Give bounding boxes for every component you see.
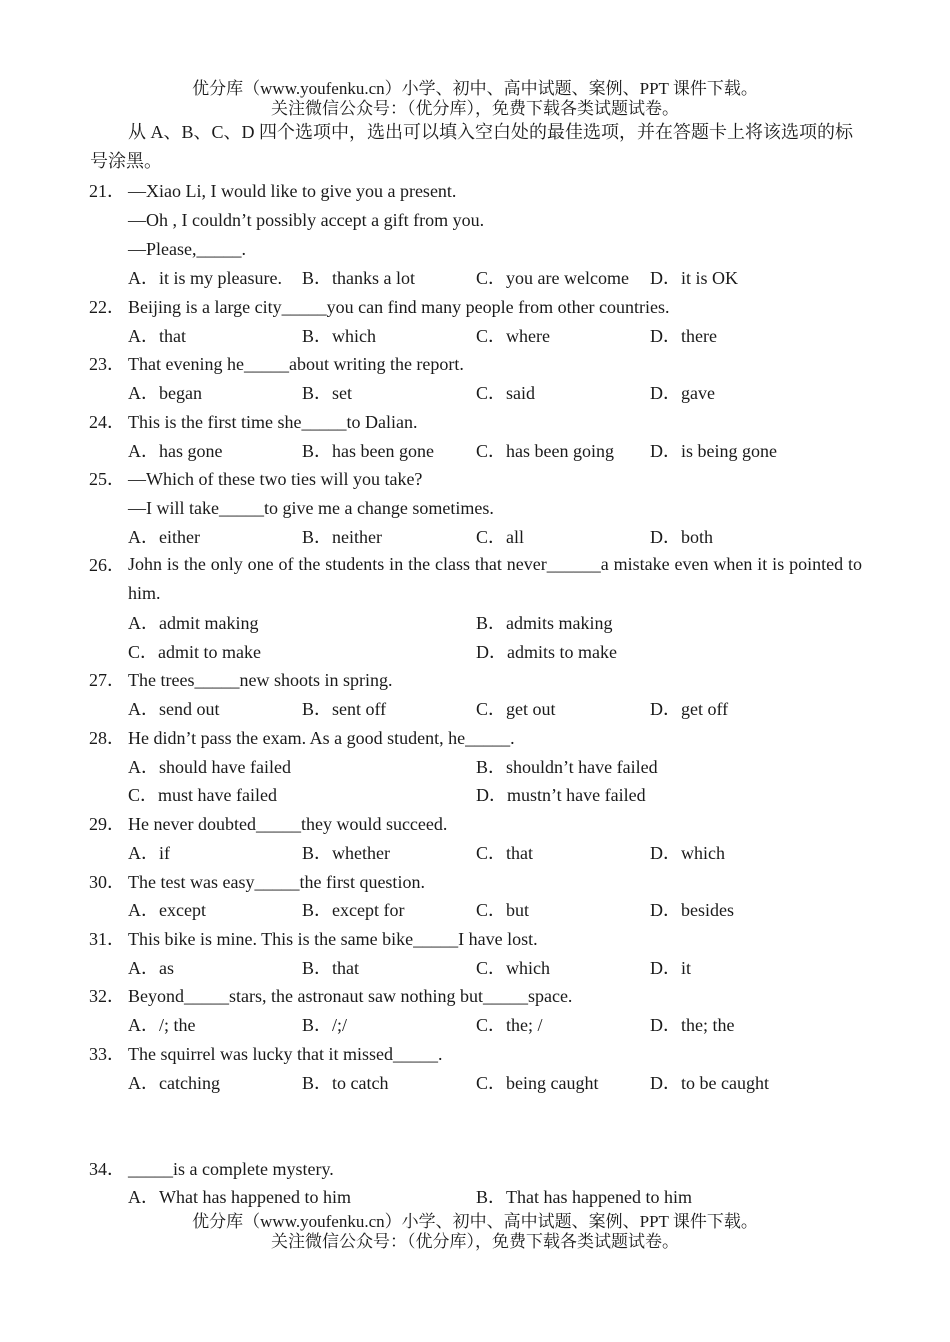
option-d: D．which bbox=[650, 843, 725, 863]
site-footer-line-2: 关注微信公众号：（优分库），免费下载各类试题试卷。 bbox=[271, 1232, 679, 1251]
question-number: 21． bbox=[89, 181, 125, 201]
option-b: B．has been gone bbox=[302, 441, 434, 461]
option-a: A．has gone bbox=[128, 441, 223, 461]
option-b: B．that bbox=[302, 958, 359, 978]
option-d: D．is being gone bbox=[650, 441, 777, 461]
question-number: 30． bbox=[89, 872, 125, 892]
option-c: C．you are welcome bbox=[476, 268, 629, 288]
option-d: D．it is OK bbox=[650, 268, 739, 288]
site-header-line-2: 关注微信公众号：（优分库），免费下载各类试题试卷。 bbox=[271, 99, 679, 118]
question-number: 34． bbox=[89, 1159, 125, 1179]
option-b: B．admits making bbox=[476, 613, 613, 633]
option-b: B．except for bbox=[302, 900, 405, 920]
option-b: B．whether bbox=[302, 843, 390, 863]
question-number: 24． bbox=[89, 412, 125, 432]
option-c: C．has been going bbox=[476, 441, 614, 461]
option-d: D．it bbox=[650, 958, 692, 978]
option-d: D．mustn’t have failed bbox=[476, 785, 646, 805]
question-line: —I will take_____to give me a change sometimes. bbox=[128, 498, 494, 518]
option-a: A．either bbox=[128, 527, 200, 547]
option-c: C．get out bbox=[476, 699, 556, 719]
option-c: C．all bbox=[476, 527, 524, 547]
question-number: 33． bbox=[89, 1044, 125, 1064]
option-d: D．the; the bbox=[650, 1015, 735, 1035]
question-line: —Oh , I couldn’t possibly accept a gift from you. bbox=[128, 210, 485, 230]
option-b: B．That has happened to him bbox=[476, 1187, 692, 1207]
option-d: D．gave bbox=[650, 383, 715, 403]
question-number: 32． bbox=[89, 986, 125, 1006]
question-stem: The trees_____new shoots in spring. bbox=[128, 670, 393, 690]
question-stem: That evening he_____about writing the report. bbox=[128, 354, 464, 374]
question-number: 22． bbox=[89, 297, 125, 317]
option-a: A．that bbox=[128, 326, 186, 346]
option-c: C．admit to make bbox=[128, 642, 261, 662]
option-a: A．began bbox=[128, 383, 202, 403]
option-c: C．must have failed bbox=[128, 785, 277, 805]
question-number: 23． bbox=[89, 354, 125, 374]
option-a: A．as bbox=[128, 958, 174, 978]
question-line: —Please,_____. bbox=[128, 239, 246, 259]
question-stem: This bike is mine. This is the same bike_____I have lost. bbox=[128, 929, 538, 949]
question-number: 26． bbox=[89, 555, 125, 575]
question-number: 27． bbox=[89, 670, 125, 690]
option-b: B．shouldn’t have failed bbox=[476, 757, 658, 777]
option-c: C．said bbox=[476, 383, 536, 403]
question-stem: The test was easy_____the first question. bbox=[128, 872, 425, 892]
question-stem: He never doubted_____they would succeed. bbox=[128, 814, 448, 834]
question-stem: He didn’t pass the exam. As a good student, he_____. bbox=[128, 728, 515, 748]
question-number: 25． bbox=[89, 469, 125, 489]
question-number: 31． bbox=[89, 929, 125, 949]
site-header-line-1: 优分库（www.youfenku.cn）小学、初中、高中试题、案例、PPT 课件下载。 bbox=[192, 79, 758, 98]
question-stem: _____is a complete mystery. bbox=[128, 1159, 334, 1179]
option-d: D．both bbox=[650, 527, 713, 547]
question-stem: The squirrel was lucky that it missed_____. bbox=[128, 1044, 443, 1064]
question-stem: Beyond_____stars, the astronaut saw nothing but_____space. bbox=[128, 986, 573, 1006]
option-a: A．/; the bbox=[128, 1015, 196, 1035]
question-stem: This is the first time she_____to Dalian. bbox=[128, 412, 418, 432]
option-c: C．the; / bbox=[476, 1015, 543, 1035]
question-stem: John is the only one of the students in the class that never______a mistake even when it is pointed to him. bbox=[128, 554, 862, 603]
option-c: C．where bbox=[476, 326, 550, 346]
option-a: A．send out bbox=[128, 699, 220, 719]
option-b: B．neither bbox=[302, 527, 382, 547]
option-d: D．to be caught bbox=[650, 1073, 769, 1093]
question-line: —Xiao Li, I would like to give you a present. bbox=[128, 181, 457, 201]
option-b: B．thanks a lot bbox=[302, 268, 415, 288]
option-a: A．if bbox=[128, 843, 170, 863]
option-b: B．sent off bbox=[302, 699, 387, 719]
option-c: C．being caught bbox=[476, 1073, 599, 1093]
option-d: D．get off bbox=[650, 699, 729, 719]
option-b: B．which bbox=[302, 326, 376, 346]
option-d: D．there bbox=[650, 326, 717, 346]
question-stem: Beijing is a large city_____you can find many people from other countries. bbox=[128, 297, 670, 317]
option-b: B．set bbox=[302, 383, 353, 403]
question-number: 28． bbox=[89, 728, 125, 748]
option-a: A．except bbox=[128, 900, 206, 920]
option-a: A．admit making bbox=[128, 613, 259, 633]
site-footer-line-1: 优分库（www.youfenku.cn）小学、初中、高中试题、案例、PPT 课件下载。 bbox=[192, 1212, 758, 1231]
option-a: A．catching bbox=[128, 1073, 220, 1093]
option-a: A．should have failed bbox=[128, 757, 291, 777]
question-line: —Which of these two ties will you take? bbox=[128, 469, 423, 489]
option-b: B．to catch bbox=[302, 1073, 389, 1093]
option-a: A．What has happened to him bbox=[128, 1187, 351, 1207]
option-c: C．which bbox=[476, 958, 550, 978]
option-c: C．that bbox=[476, 843, 533, 863]
instructions: 从 A、B、C、D 四个选项中，选出可以填入空白处的最佳选项，并在答题卡上将该选项的标号涂黑。 bbox=[90, 122, 854, 171]
option-c: C．but bbox=[476, 900, 530, 920]
option-d: D．besides bbox=[650, 900, 734, 920]
option-b: B．/;/ bbox=[302, 1015, 348, 1035]
option-a: A．it is my pleasure. bbox=[128, 268, 282, 288]
question-number: 29． bbox=[89, 814, 125, 834]
option-d: D．admits to make bbox=[476, 642, 617, 662]
